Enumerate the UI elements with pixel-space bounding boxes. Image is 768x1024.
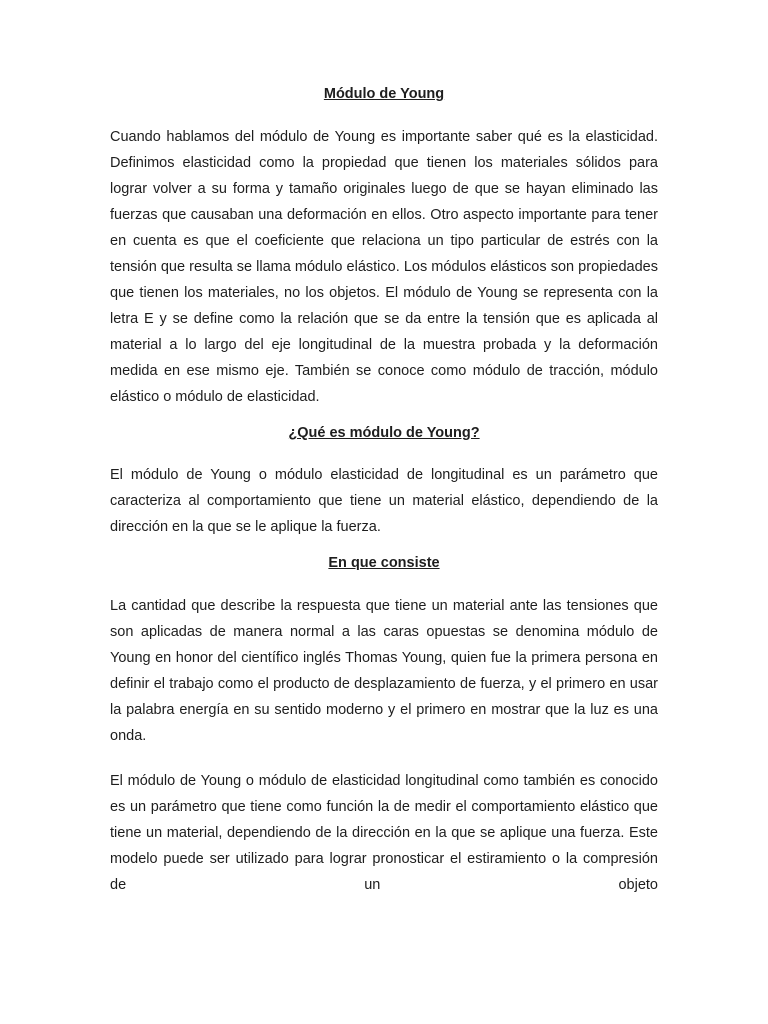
section-heading-en-que-consiste: En que consiste — [328, 555, 440, 571]
document-content — [110, 84, 658, 898]
section-heading-que-es: ¿Qué es módulo de Young? — [288, 425, 480, 441]
consiste-paragraph-2: El módulo de Young o módulo de elasticidad longitudinal como también es conocido es un parámetro que tiene como función la de medir el comportamiento elástico que tiene un material, dependiendo de la dirección en la que se aplique una fuerza. Este modelo puede ser utilizado para lograr pronosticar el estiramiento o la compresión de un objeto — [110, 773, 658, 893]
definition-paragraph: El módulo de Young o módulo elasticidad de longitudinal es un parámetro que caracteriza al comportamiento que tiene un material elástico, dependiendo de la dirección en la que se le aplique la fuerza. — [110, 467, 658, 535]
consiste-paragraph-1: La cantidad que describe la respuesta que tiene un material ante las tensiones que son aplicadas de manera normal a las caras opuestas se denomina módulo de Young en honor del científico inglés Thomas Young, quien fue la primera persona en definir el trabajo como el producto de desplazamiento de fuerza, y el primero en usar la palabra energía en su sentido moderno y el primero en mostrar que la luz es una onda. — [110, 598, 658, 744]
document-title: Módulo de Young — [323, 86, 445, 102]
intro-paragraph: Cuando hablamos del módulo de Young es importante saber qué es la elasticidad. Definimos elasticidad como la propiedad que tienen los materiales sólidos para lograr volver a su forma y tamaño originales luego de que se hayan eliminado las fuerzas que causaban una deformación en ellos. Otro aspecto importante para tener en cuenta es que el coeficiente que relaciona un tipo particular de estrés con la tensión que resulta se llama módulo elástico. Los módulos elásticos son propiedades que tienen los materiales, no los objetos. El módulo de Young se representa con la letra E y se define como la relación que se da entre la tensión que es aplicada al material a lo largo del eje longitudinal de la muestra probada y la deformación medida en ese mismo eje. También se conoce como módulo de tracción, módulo elástico o módulo de elasticidad. — [110, 129, 658, 405]
